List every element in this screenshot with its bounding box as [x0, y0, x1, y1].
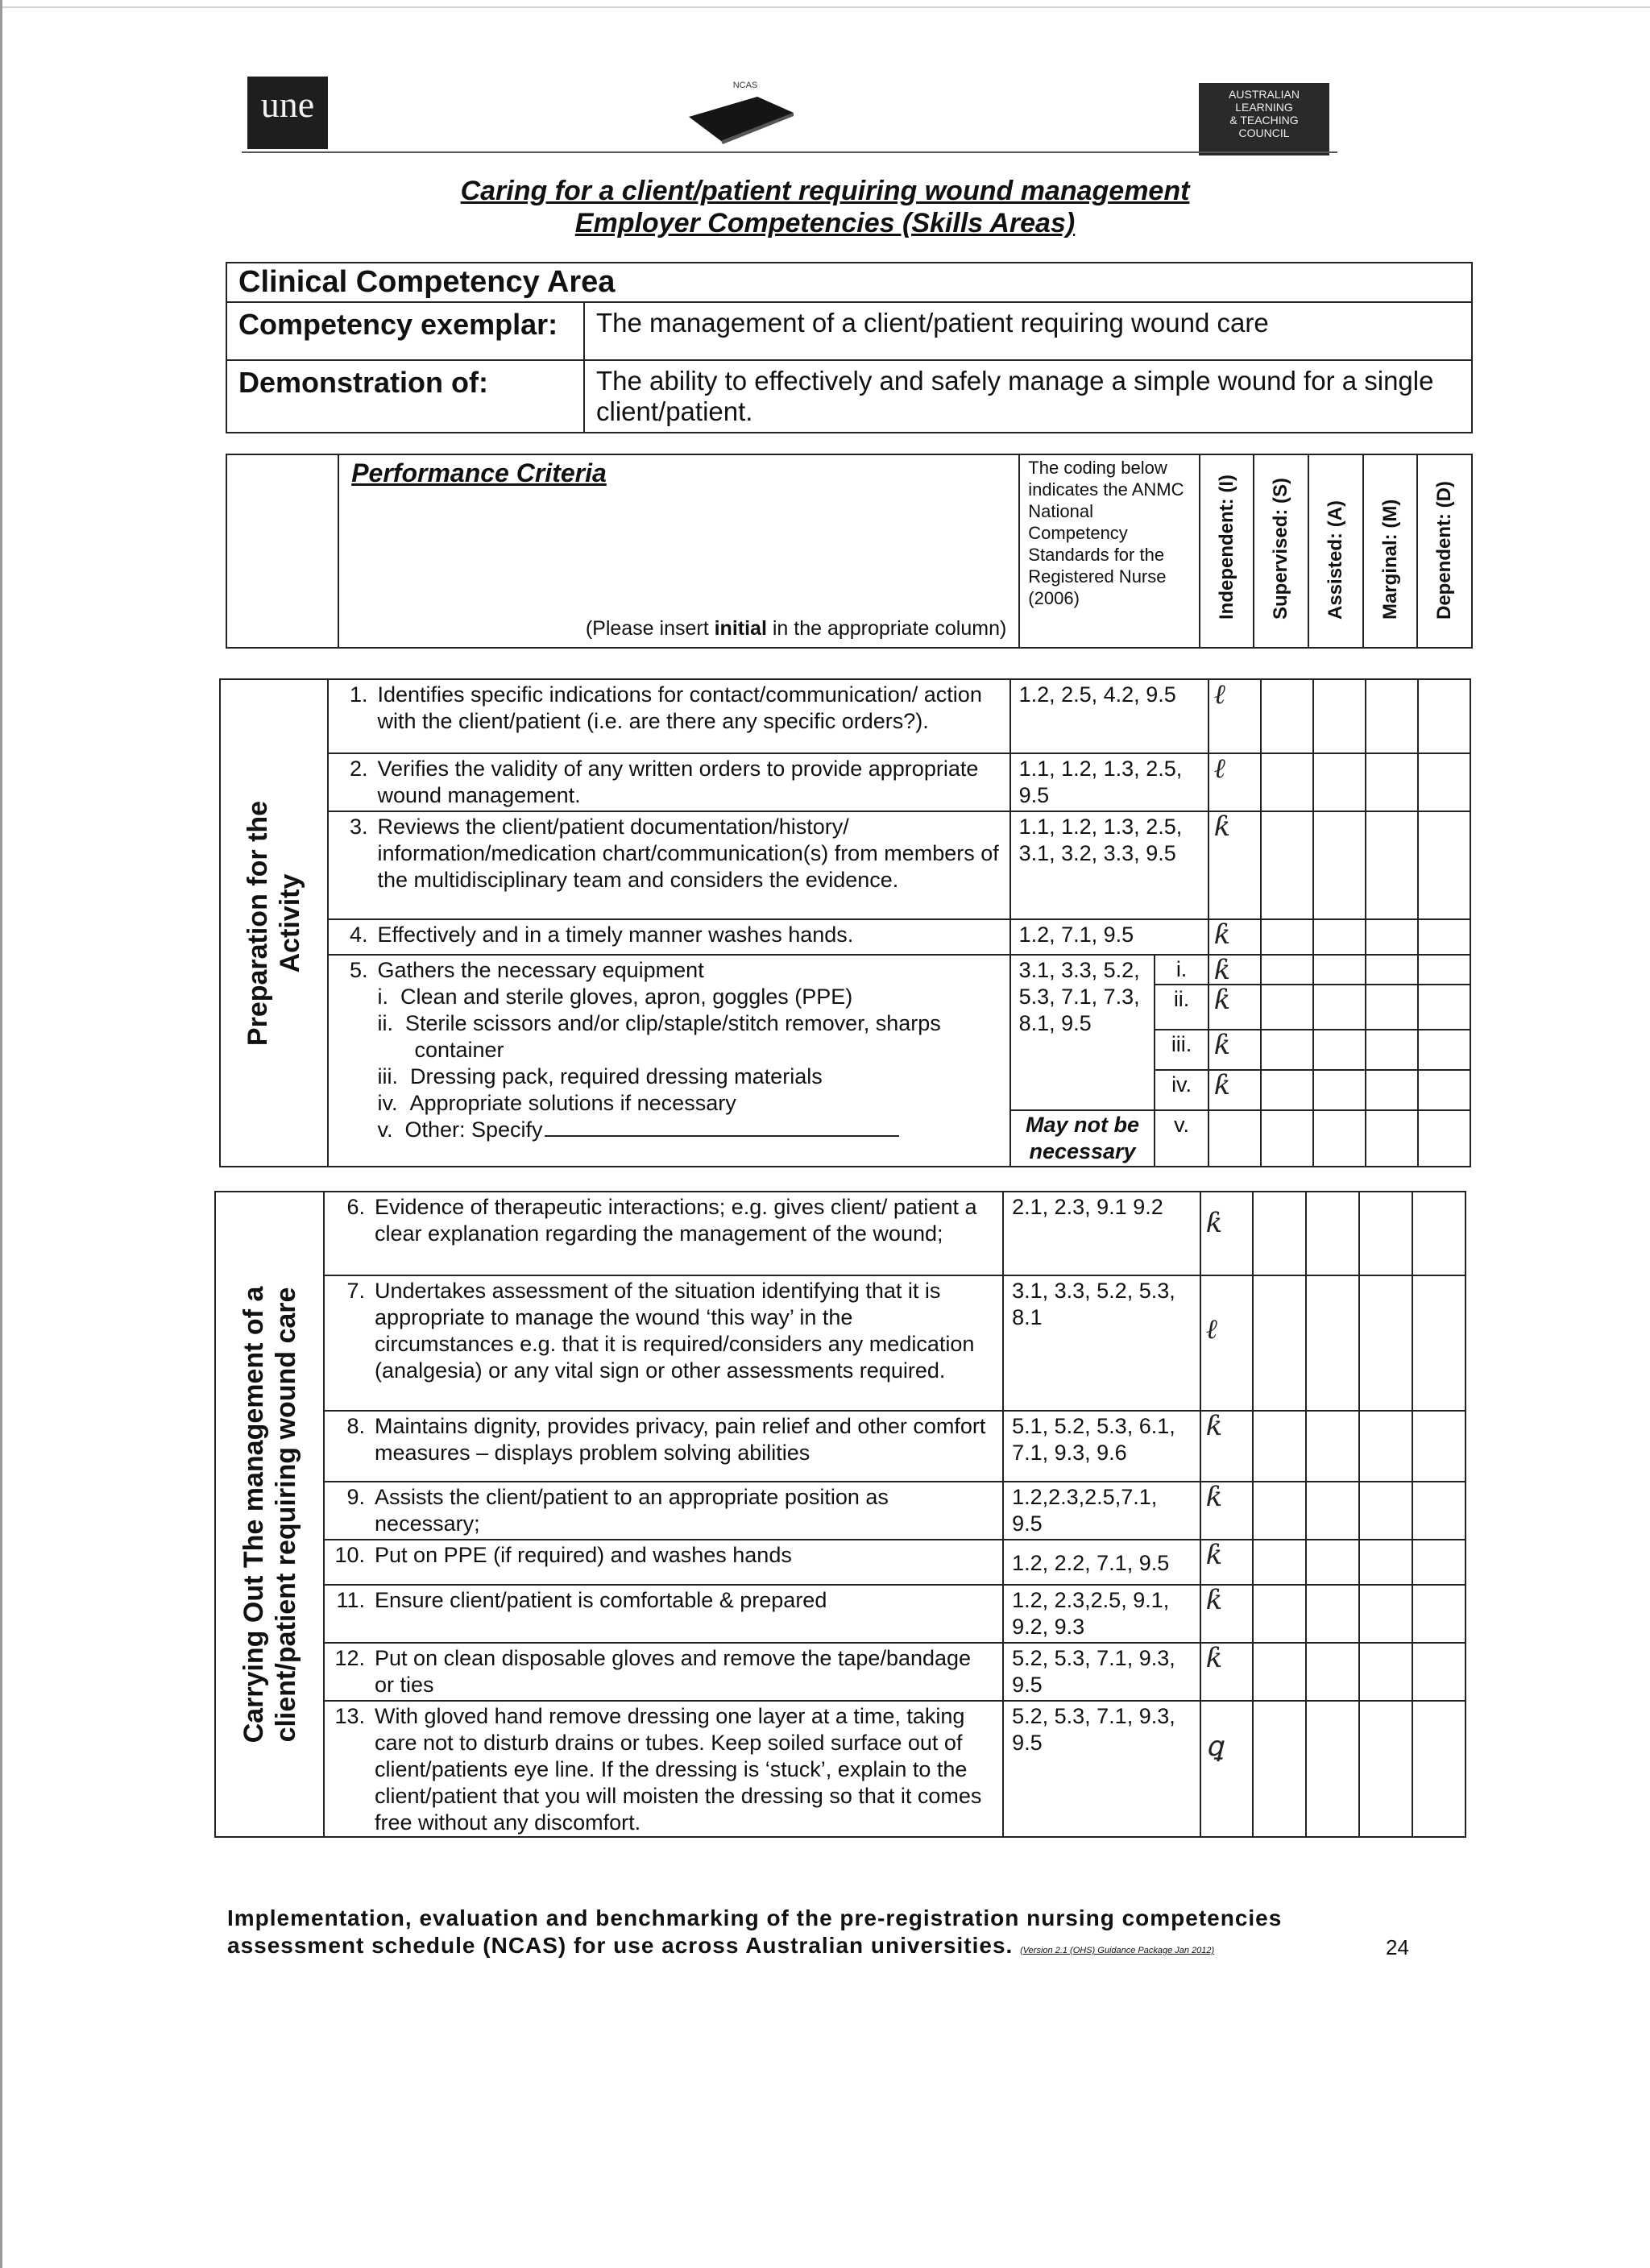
- page-subtitle: Employer Competencies (Skills Areas): [574, 208, 1076, 238]
- performance-header-table: [226, 454, 1473, 649]
- initial-cell-dependent[interactable]: [1418, 1030, 1470, 1070]
- scan-top-edge: [0, 0, 1650, 8]
- row-number: 13.: [324, 1701, 370, 1837]
- altc-line: LEARNING: [1235, 101, 1293, 114]
- initial-cell-supervised[interactable]: [1261, 679, 1313, 753]
- altc-line: COUNCIL: [1238, 126, 1290, 139]
- initial-cell-marginal[interactable]: [1359, 1585, 1412, 1643]
- initial-cell-dependent[interactable]: [1412, 1701, 1466, 1837]
- initial-cell-marginal[interactable]: [1359, 1192, 1412, 1275]
- initial-cell-independent[interactable]: [1200, 1585, 1254, 1643]
- may-not-be-necessary-note: May not be necessary: [1010, 1110, 1155, 1167]
- equipment-item: [377, 1117, 1002, 1143]
- initial-mark: ƙ: [1205, 1539, 1223, 1571]
- scan-left-edge: [0, 0, 2, 2268]
- initial-mark: ƙ: [1213, 918, 1231, 951]
- row-number: 12.: [324, 1643, 370, 1701]
- initial-cell-marginal[interactable]: [1359, 1275, 1412, 1411]
- initial-cell-dependent[interactable]: [1412, 1482, 1466, 1540]
- row-number: 4.: [328, 919, 373, 955]
- initial-cell-independent[interactable]: [1208, 811, 1261, 919]
- col-independent: [1200, 454, 1254, 648]
- criterion-text-equipment: [372, 955, 1009, 1167]
- section-title-line: Carrying Out The management of a: [238, 1286, 269, 1743]
- col-supervised-label: Supervised: (S): [1270, 477, 1292, 620]
- roman-numeral: iv.: [377, 1091, 398, 1115]
- col-dependent: [1417, 454, 1472, 648]
- initial-cell-dependent[interactable]: [1412, 1411, 1466, 1482]
- initial-mark: ƙ: [1205, 1410, 1223, 1442]
- initial-cell-dependent[interactable]: [1412, 1540, 1466, 1585]
- preparation-table: [219, 678, 1471, 1167]
- initial-cell-supervised[interactable]: [1261, 955, 1313, 985]
- initial-cell-dependent[interactable]: [1412, 1585, 1466, 1643]
- competency-codes: 1.2, 2.2, 7.1, 9.5: [1003, 1540, 1200, 1585]
- ncas-logo-text: NCAS: [732, 81, 758, 90]
- initial-cell-independent[interactable]: [1200, 1540, 1254, 1585]
- section-carrying-out: [215, 1192, 324, 1837]
- competency-info-table: [226, 262, 1473, 433]
- initial-cell-assisted[interactable]: [1313, 955, 1366, 985]
- row-number: 6.: [324, 1192, 370, 1275]
- initial-cell-dependent[interactable]: [1418, 985, 1470, 1030]
- competency-codes: 1.2,2.3,2.5,7.1, 9.5: [1003, 1482, 1200, 1540]
- initial-cell-assisted[interactable]: [1306, 1701, 1359, 1837]
- initial-cell-dependent[interactable]: [1412, 1192, 1466, 1275]
- criterion-text: Identifies specific indications for contact/communication/ action with the client/patient (i.e. are there any specific orders?).: [372, 679, 1009, 753]
- initial-cell-supervised[interactable]: [1261, 811, 1313, 919]
- carrying-out-table: [214, 1191, 1466, 1838]
- initial-cell-assisted[interactable]: [1313, 1030, 1366, 1070]
- initial-mark: ƙ: [1213, 1029, 1231, 1061]
- initial-cell-assisted[interactable]: [1313, 811, 1366, 919]
- demonstration-value: The ability to effectively and safely manage a simple wound for a single client/patient.: [584, 360, 1472, 433]
- initial-cell-assisted[interactable]: [1306, 1585, 1359, 1643]
- section-carrying-out-title: [238, 1286, 302, 1743]
- initial-cell-dependent[interactable]: [1418, 753, 1470, 811]
- competency-codes: 3.1, 3.3, 5.2, 5.3, 8.1: [1003, 1275, 1200, 1411]
- roman-numeral: iii.: [377, 1064, 398, 1088]
- exemplar-label: Competency exemplar:: [226, 302, 584, 360]
- row-number: 11.: [324, 1585, 370, 1643]
- altc-logo: [1199, 83, 1329, 155]
- page-title: Caring for a client/patient requiring wound management: [460, 176, 1190, 206]
- row-number: 8.: [324, 1411, 370, 1482]
- equipment-item-text: Appropriate solutions if necessary: [409, 1091, 736, 1115]
- initial-cell-marginal[interactable]: [1359, 1482, 1412, 1540]
- initial-cell-assisted[interactable]: [1313, 1110, 1366, 1167]
- performance-criteria-cell: [338, 454, 1019, 648]
- initial-cell-assisted[interactable]: [1313, 679, 1366, 753]
- competency-codes: 5.1, 5.2, 5.3, 6.1, 7.1, 9.3, 9.6: [1003, 1411, 1200, 1482]
- footer-line1: Implementation, evaluation and benchmarking of the pre-registration nursing competencies: [227, 1905, 1283, 1930]
- initial-cell-dependent[interactable]: [1412, 1643, 1466, 1701]
- roman-numeral: i.: [377, 985, 388, 1009]
- criterion-text: Maintains dignity, provides privacy, pain relief and other comfort measures – displays problem solving abilities: [370, 1411, 1003, 1482]
- initial-mark: ℓ: [1213, 753, 1225, 785]
- initial-cell-independent[interactable]: [1208, 1030, 1261, 1070]
- initial-cell-supervised[interactable]: [1253, 1192, 1306, 1275]
- instruction-suffix: in the appropriate column): [766, 617, 1007, 640]
- initial-cell-marginal[interactable]: [1366, 1070, 1418, 1110]
- initial-cell-supervised[interactable]: [1253, 1540, 1306, 1585]
- competency-codes: 1.2, 7.1, 9.5: [1010, 919, 1208, 955]
- initial-mark: ƙ: [1213, 984, 1231, 1016]
- une-logo: [247, 77, 328, 149]
- row-number: 9.: [324, 1482, 370, 1540]
- equipment-item-text: Dressing pack, required dressing materials: [409, 1064, 823, 1088]
- criterion-text: With gloved hand remove dressing one layer at a time, taking care not to disturb drains or tubes. Keep soiled surface out of client/patients eye line. If the dressing is ‘stuck’, explain to the client/patient that you will moisten the dressing so that it comes free without any discomfort.: [370, 1701, 1003, 1837]
- initial-mark: ƙ: [1213, 954, 1231, 986]
- competency-codes: 5.2, 5.3, 7.1, 9.3, 9.5: [1003, 1701, 1200, 1837]
- row-number: 1.: [328, 679, 373, 753]
- initial-cell-independent[interactable]: [1208, 985, 1261, 1030]
- row-number: 7.: [324, 1275, 370, 1411]
- initial-cell-supervised[interactable]: [1261, 1030, 1313, 1070]
- initial-cell-dependent[interactable]: [1418, 919, 1470, 955]
- initial-cell-assisted[interactable]: [1306, 1275, 1359, 1411]
- instruction-bold: initial: [714, 617, 767, 640]
- initial-cell-assisted[interactable]: [1306, 1643, 1359, 1701]
- initial-cell-assisted[interactable]: [1313, 753, 1366, 811]
- initial-cell-assisted[interactable]: [1313, 919, 1366, 955]
- sub-roman: ii.: [1155, 985, 1208, 1030]
- initial-cell-dependent[interactable]: [1418, 679, 1470, 753]
- initial-cell-dependent[interactable]: [1418, 1070, 1470, 1110]
- initial-mark: ƙ: [1205, 1481, 1223, 1513]
- initial-cell-marginal[interactable]: [1366, 811, 1418, 919]
- footer-line2-text: assessment schedule (NCAS) for use across Australian universities.: [227, 1933, 1014, 1958]
- initial-cell-independent[interactable]: [1208, 955, 1261, 985]
- initial-cell-marginal[interactable]: [1366, 679, 1418, 753]
- equipment-heading: Gathers the necessary equipment: [377, 958, 704, 982]
- col-assisted-label: Assisted: (A): [1324, 500, 1346, 620]
- initial-mark: ℓ: [1205, 1313, 1217, 1345]
- criterion-text: Assists the client/patient to an appropriate position as necessary;: [370, 1482, 1003, 1540]
- initial-cell-supervised[interactable]: [1261, 753, 1313, 811]
- instruction-prefix: (Please insert: [585, 617, 715, 640]
- row-number: 5.: [328, 955, 373, 1167]
- criterion-text: Undertakes assessment of the situation identifying that it is appropriate to manage the wound ‘this way’ in the circumstances e.g. that it is required/considers any medication (analgesia) or any vital sign or other assessments required.: [370, 1275, 1003, 1411]
- altc-line: AUSTRALIAN: [1229, 88, 1300, 101]
- competency-codes: 1.1, 1.2, 1.3, 2.5, 3.1, 3.2, 3.3, 9.5: [1010, 811, 1208, 919]
- initial-cell-assisted[interactable]: [1306, 1540, 1359, 1585]
- row-number: 10.: [324, 1540, 370, 1585]
- initial-cell-supervised[interactable]: [1253, 1482, 1306, 1540]
- initial-mark: ƙ: [1205, 1642, 1223, 1674]
- equipment-item-text: Sterile scissors and/or clip/staple/stitch remover, sharps container: [404, 1011, 941, 1062]
- initial-cell-marginal[interactable]: [1366, 985, 1418, 1030]
- criterion-text: Evidence of therapeutic interactions; e.g. gives client/ patient a clear explanation regarding the management of the wound;: [370, 1192, 1003, 1275]
- initial-cell-independent[interactable]: [1208, 1110, 1261, 1167]
- col-independent-label: Independent: (I): [1215, 475, 1238, 620]
- initial-mark: ƙ: [1213, 1069, 1231, 1101]
- initial-cell-marginal[interactable]: [1359, 1701, 1412, 1837]
- equipment-item-text: Clean and sterile gloves, apron, goggles (PPE): [400, 985, 853, 1009]
- competency-codes: 2.1, 2.3, 9.1 9.2: [1003, 1192, 1200, 1275]
- initial-cell-independent[interactable]: [1208, 919, 1261, 955]
- initial-cell-marginal[interactable]: [1366, 1030, 1418, 1070]
- initial-cell-independent[interactable]: [1200, 1643, 1254, 1701]
- initial-cell-supervised[interactable]: [1253, 1585, 1306, 1643]
- competency-codes: 5.2, 5.3, 7.1, 9.3, 9.5: [1003, 1643, 1200, 1701]
- performance-criteria-heading: Performance Criteria: [351, 458, 607, 487]
- criterion-text: Reviews the client/patient documentation/history/ information/medication chart/communication(s) from members of the multidisciplinary team and considers the evidence.: [372, 811, 1009, 919]
- initial-cell-assisted[interactable]: [1306, 1482, 1359, 1540]
- initial-cell-independent[interactable]: [1200, 1192, 1254, 1275]
- initial-mark: ƙ: [1205, 1584, 1223, 1616]
- initial-cell-independent[interactable]: [1200, 1275, 1254, 1411]
- initial-cell-independent[interactable]: [1208, 1070, 1261, 1110]
- initial-cell-marginal[interactable]: [1366, 753, 1418, 811]
- initial-mark: ꝗ: [1205, 1731, 1224, 1763]
- coding-note: The coding below indicates the ANMC National Competency Standards for the Registered Nurse (2006): [1019, 454, 1200, 648]
- competency-codes: 1.1, 1.2, 1.3, 2.5, 9.5: [1010, 753, 1208, 811]
- footer-line2: [227, 1932, 1395, 1964]
- initial-cell-supervised[interactable]: [1253, 1411, 1306, 1482]
- initial-cell-independent[interactable]: [1208, 753, 1261, 811]
- competency-codes: 1.2, 2.3,2.5, 9.1, 9.2, 9.3: [1003, 1585, 1200, 1643]
- initial-cell-supervised[interactable]: [1261, 985, 1313, 1030]
- initial-cell-marginal[interactable]: [1359, 1411, 1412, 1482]
- initial-cell-marginal[interactable]: [1366, 1110, 1418, 1167]
- roman-numeral: v.: [377, 1117, 393, 1142]
- initial-cell-independent[interactable]: [1208, 679, 1261, 753]
- section-preparation-title: Preparation for the Activity: [242, 800, 305, 1046]
- equipment-item-text: Other: Specify: [404, 1117, 543, 1142]
- initial-cell-marginal[interactable]: [1359, 1643, 1412, 1701]
- row-number: 2.: [328, 753, 373, 811]
- col-marginal-label: Marginal: (M): [1378, 499, 1401, 620]
- initial-cell-supervised[interactable]: [1253, 1643, 1306, 1701]
- initial-instruction: [586, 617, 1006, 641]
- col-marginal: [1363, 454, 1418, 648]
- competency-codes: 1.2, 2.5, 4.2, 9.5: [1010, 679, 1208, 753]
- criterion-text: Put on clean disposable gloves and remove the tape/bandage or ties: [370, 1643, 1003, 1701]
- initial-cell-marginal[interactable]: [1366, 919, 1418, 955]
- initial-cell-dependent[interactable]: [1412, 1275, 1466, 1411]
- sub-roman: v.: [1155, 1110, 1208, 1167]
- competency-area-label: Clinical Competency Area: [226, 263, 1472, 302]
- equipment-item: [377, 1090, 1002, 1117]
- initial-cell-supervised[interactable]: [1261, 1110, 1313, 1167]
- equipment-item: [377, 1064, 1002, 1090]
- specify-blank-line: [545, 1135, 899, 1137]
- initial-mark: ƙ: [1213, 811, 1231, 843]
- roman-numeral: ii.: [377, 1011, 393, 1035]
- initial-cell-assisted[interactable]: [1313, 1070, 1366, 1110]
- initial-cell-assisted[interactable]: [1306, 1411, 1359, 1482]
- criterion-text: Ensure client/patient is comfortable & prepared: [370, 1585, 1003, 1643]
- sub-roman: iii.: [1155, 1030, 1208, 1070]
- initial-cell-dependent[interactable]: [1418, 811, 1470, 919]
- initial-cell-independent[interactable]: [1200, 1701, 1254, 1837]
- initial-cell-supervised[interactable]: [1253, 1701, 1306, 1837]
- initial-cell-independent[interactable]: [1200, 1482, 1254, 1540]
- initial-cell-dependent[interactable]: [1418, 1110, 1470, 1167]
- page-number: 24: [1386, 1935, 1409, 1959]
- header-divider: [242, 151, 1337, 153]
- sub-roman: i.: [1155, 955, 1208, 985]
- demonstration-label: Demonstration of:: [226, 360, 584, 433]
- initial-cell-assisted[interactable]: [1313, 985, 1366, 1030]
- initial-cell-supervised[interactable]: [1253, 1275, 1306, 1411]
- col-supervised: [1254, 454, 1308, 648]
- initial-cell-marginal[interactable]: [1366, 955, 1418, 985]
- criterion-text: Effectively and in a timely manner washes hands.: [372, 919, 1009, 955]
- initial-cell-supervised[interactable]: [1261, 1070, 1313, 1110]
- competency-codes: 3.1, 3.3, 5.2, 5.3, 7.1, 7.3, 8.1, 9.5: [1010, 955, 1155, 1110]
- equipment-item: [377, 1010, 1002, 1064]
- section-preparation: [220, 679, 328, 1167]
- ncas-logo: [689, 81, 802, 145]
- altc-line: & TEACHING: [1229, 114, 1299, 126]
- criterion-text: Verifies the validity of any written orders to provide appropriate wound management.: [372, 753, 1009, 811]
- initial-cell-supervised[interactable]: [1261, 919, 1313, 955]
- sub-roman: iv.: [1155, 1070, 1208, 1110]
- initial-cell-assisted[interactable]: [1306, 1192, 1359, 1275]
- une-logo-text: une: [260, 84, 315, 125]
- footer-version: (Version 2.1 (OHS) Guidance Package Jan 2012): [1020, 1946, 1215, 1955]
- initial-mark: ƙ: [1205, 1207, 1223, 1239]
- footer: [227, 1905, 1395, 1964]
- col-dependent-label: Dependent: (D): [1433, 481, 1456, 620]
- equipment-item: [377, 984, 1002, 1010]
- initial-mark: ℓ: [1213, 678, 1225, 711]
- criterion-text: Put on PPE (if required) and washes hands: [370, 1540, 1003, 1585]
- initial-cell-independent[interactable]: [1200, 1411, 1254, 1482]
- initial-cell-marginal[interactable]: [1359, 1540, 1412, 1585]
- diamond-icon: [689, 81, 802, 145]
- exemplar-value: The management of a client/patient requiring wound care: [584, 302, 1472, 360]
- header-blank-cell: [226, 454, 338, 648]
- section-title-line: client/patient requiring wound care: [270, 1287, 301, 1742]
- row-number: 3.: [328, 811, 373, 919]
- col-assisted: [1308, 454, 1363, 648]
- initial-cell-dependent[interactable]: [1418, 955, 1470, 985]
